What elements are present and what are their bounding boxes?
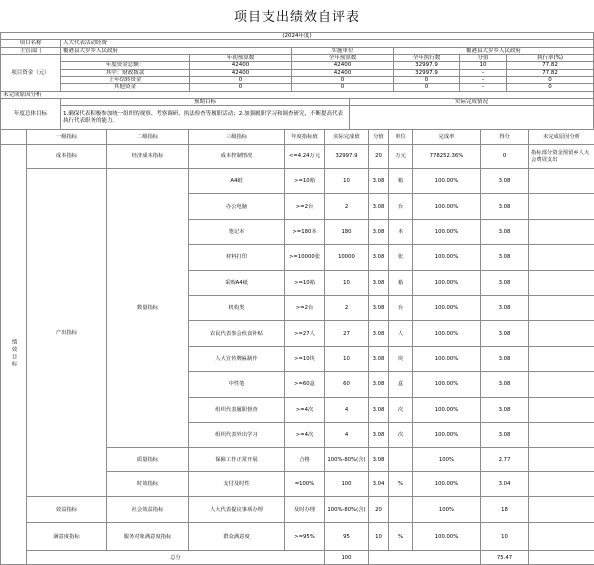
total-score-max: 100 [325,551,369,565]
total-blank [369,551,481,565]
target-value: <=4.24万元 [285,145,325,169]
reason [529,169,594,194]
funds-cell: 42400 [292,69,394,76]
funds-cell: – [460,84,507,91]
score-max: 3.08 [369,295,389,320]
reason [529,397,594,422]
score: 3.08 [481,270,529,295]
reason [529,497,594,523]
project-name-label: 项目名称 [1,40,61,47]
funds-reason-label: 未完成原因分析 [1,91,594,98]
indicator-header-cell: 二级指标 [107,130,189,145]
funds-cell: 0 [507,84,594,91]
target-value: >=60盒 [285,372,325,397]
actual-value: 100%-80%(含) [325,497,369,523]
score: 2.77 [481,448,529,472]
target-value: >=2台 [285,194,325,219]
target-value: >=2台 [285,295,325,320]
score: 3.08 [481,321,529,346]
target-value: >=10箱 [285,270,325,295]
impl-label: 实施单位 [292,47,394,54]
funds-header-cell: 执行率(%) [507,54,594,61]
actual-value: 2 [325,295,369,320]
funds-row-label: 其中：财政拨款 [61,69,190,76]
score-max: 3.08 [369,397,389,422]
completion-rate: 100.00% [413,472,481,497]
target-value: >=95% [285,523,325,551]
summary-table [0,32,594,130]
unit [389,448,413,472]
level3-indicator: 农民代表参会伙食补贴 [189,321,285,346]
target-value: >=10000张 [285,245,325,270]
funds-cell: 0 [394,76,460,83]
level2-indicator: 经济成本指标 [107,145,189,169]
funds-header-empty [61,54,190,61]
score: 10 [481,523,529,551]
indicator-header-cell: 分值 [369,130,389,145]
score: 3.08 [481,372,529,397]
completion-rate: 100.00% [413,270,481,295]
score-max: 3.08 [369,321,389,346]
reason [529,245,594,270]
indicator-header-cell: 实际完成值 [325,130,369,145]
funds-header-cell: 全年执行数 [394,54,460,61]
level1-indicator: 效益指标 [27,497,107,523]
actual-value: 4 [325,397,369,422]
funds-row-label: 年度资金总额： [61,62,190,69]
completion-rate: 100.00% [413,372,481,397]
unit: 台 [389,194,413,219]
level1-indicator: 成本指标 [27,145,107,169]
actual-value: 10 [325,346,369,371]
level2-indicator: 质量指标 [107,448,189,472]
score: 3.04 [481,472,529,497]
score-max: 20 [369,497,389,523]
completion-rate: 100.00% [413,346,481,371]
level3-indicator: 成本控制情况 [189,145,285,169]
level2-indicator: 时效指标 [107,472,189,497]
level3-indicator: 群众满意度 [189,523,285,551]
actual-value: 100%-80%(含) [325,448,369,472]
indicator-header-cell: 一级指标 [27,130,107,145]
unit: 盒 [389,372,413,397]
indicator-header-cell: 完成率 [413,130,481,145]
reason [529,472,594,497]
target-value: =100% [285,472,325,497]
completion-rate: 100.00% [413,321,481,346]
indicator-corner [1,130,27,145]
funds-cell: 0 [292,84,394,91]
actual-value: 100 [325,472,369,497]
total-score: 75.47 [481,551,529,565]
completion-rate: 100.00% [413,245,481,270]
score-max: 10 [369,523,389,551]
level2-indicator: 社会效益指标 [107,497,189,523]
score: 0 [481,145,529,169]
completion-rate: 100% [413,448,481,472]
year-label: (2024年度) [1,33,594,40]
funds-cell: 32997.9 [394,69,460,76]
funds-cell: 77.82 [507,69,594,76]
level2-indicator: 服务对象满意度指标 [107,523,189,551]
funds-cell: 0 [190,76,292,83]
actual-value: 60 [325,372,369,397]
actual-value: 180 [325,219,369,244]
level3-indicator: A4纸 [189,169,285,194]
funds-cell: 0 [292,76,394,83]
funds-cell: 10 [460,62,507,69]
indicator-header-cell: 得分 [481,130,529,145]
target-value: >=4次 [285,422,325,447]
score: 3.08 [481,295,529,320]
indicator-header-cell: 单位 [389,130,413,145]
funds-row-label: 其他资金 [61,84,190,91]
completion-rate: 100% [413,497,481,523]
level3-indicator: 机构类 [189,295,285,320]
total-label: 总分 [27,551,325,565]
level3-indicator: 支付及时性 [189,472,285,497]
unit: 次 [389,397,413,422]
level3-indicator: 中性笔 [189,372,285,397]
funds-cell: 77.82 [507,62,594,69]
target-value: 及时办理 [285,497,325,523]
funds-cell: 0 [190,84,292,91]
level1-indicator: 产出指标 [27,169,107,497]
page-title: 项目支出绩效自评表 [0,6,594,25]
target-value: >=4次 [285,397,325,422]
actual-value: 32997.9 [325,145,369,169]
reason: 指标部分资金预留乡人大会费周支出 [529,145,594,169]
actual-value: 10 [325,169,369,194]
funds-cell: 42400 [190,69,292,76]
unit: 张 [389,245,413,270]
funds-cell: 42400 [190,62,292,69]
score-max: 3.08 [369,270,389,295]
indicator-header-cell: 未完成原因分析 [529,130,594,145]
completion-rate: 100.00% [413,194,481,219]
reason [529,346,594,371]
level3-indicator: 人大宣传牌匾制作 [189,346,285,371]
actual-value: 2 [325,194,369,219]
reason [529,295,594,320]
unit: 箱 [389,169,413,194]
score-max: 3.08 [369,448,389,472]
unit: 人 [389,321,413,346]
reason [529,270,594,295]
level3-indicator: 办公电脑 [189,194,285,219]
funds-header-cell: 全年预算数 [292,54,394,61]
completion-rate: 778252.36% [413,145,481,169]
completion-rate: 100.00% [413,295,481,320]
actual-value: 10 [325,270,369,295]
reason [529,448,594,472]
score-max: 3.08 [369,219,389,244]
unit: 次 [389,422,413,447]
unit: 箱 [389,270,413,295]
indicator-header-cell: 三级指标 [189,130,285,145]
unit: 本 [389,219,413,244]
score: 3.08 [481,346,529,371]
score-max: 3.08 [369,245,389,270]
total-reason [529,551,594,565]
score: 18 [481,497,529,523]
level3-indicator: 组织代表外出学习 [189,422,285,447]
completion-rate: 100.00% [413,422,481,447]
reason [529,372,594,397]
level3-indicator: 人大代表提议事项办理 [189,497,285,523]
funds-header-cell: 年初预算数 [190,54,292,61]
score: 3.08 [481,245,529,270]
funds-cell: – [460,69,507,76]
target-value: 合格 [285,448,325,472]
unit: 万元 [389,145,413,169]
level1-indicator: 满意度指标 [27,523,107,551]
actual-value: 95 [325,523,369,551]
funds-cell: 32997.9 [394,62,460,69]
project-name-value: 人大代表活动经费 [61,40,594,47]
completion-rate: 100.00% [413,523,481,551]
actual-goal-header: 实际完成情况 [350,98,594,105]
score-max: 3.08 [369,169,389,194]
indicator-table [0,129,594,565]
target-value: >=27人 [285,321,325,346]
level2-indicator: 数量指标 [107,169,189,448]
unit: 块 [389,346,413,371]
funds-cell: 0 [507,76,594,83]
actual-value: 4 [325,422,369,447]
level3-indicator: 采购A4纸 [189,270,285,295]
reason [529,523,594,551]
reason [529,321,594,346]
actual-value: 27 [325,321,369,346]
target-value: >=180本 [285,219,325,244]
reason [529,194,594,219]
score: 3.08 [481,169,529,194]
funds-header-cell: 分值 [460,54,507,61]
score-max: 3.08 [369,372,389,397]
unit: % [389,523,413,551]
score-max: 3.04 [369,472,389,497]
performance-target-label: 绩效目标 [1,145,27,565]
score: 3.08 [481,194,529,219]
score: 3.08 [481,219,529,244]
score-max: 3.08 [369,346,389,371]
funds-cell: 0 [394,84,460,91]
level3-indicator: 组织代表履职督查 [189,397,285,422]
planned-goal-header: 预期目标 [61,98,350,105]
funds-cell: – [460,76,507,83]
annual-goal-label: 年度总体目标 [1,98,61,129]
indicator-header-cell: 年度指标值 [285,130,325,145]
planned-goal-text: 1.确保代表积极参加统一组织的视察、考察调研、执法检查等履职活动；2.加强履职学习和调查研究，不断提高代表执行代表职务的能力。 [61,106,350,130]
funds-cell: 42400 [292,62,394,69]
score: 3.08 [481,422,529,447]
score: 3.08 [481,397,529,422]
unit: 台 [389,295,413,320]
funds-row-label: 上年结转资金 [61,76,190,83]
score-max: 3.08 [369,422,389,447]
level3-indicator: 材料打印 [189,245,285,270]
target-value: >=10箱 [285,169,325,194]
level3-indicator: 笔记本 [189,219,285,244]
score-max: 20 [369,145,389,169]
dept-value: 覆港县大岁乡人民政府 [61,47,292,54]
impl-value: 覆港县大岁乡人民政府 [394,47,594,54]
completion-rate: 100.00% [413,397,481,422]
score-max: 3.08 [369,194,389,219]
completion-rate: 100.00% [413,219,481,244]
dept-label: 主管部门 [1,47,61,54]
level3-indicator: 保障工作正常开展 [189,448,285,472]
actual-value: 10000 [325,245,369,270]
target-value: >=10块 [285,346,325,371]
unit [389,497,413,523]
completion-rate: 100.00% [413,169,481,194]
reason [529,219,594,244]
actual-goal-text [350,106,594,130]
funds-label: 项目资金（元） [1,54,61,91]
reason [529,422,594,447]
unit: % [389,472,413,497]
